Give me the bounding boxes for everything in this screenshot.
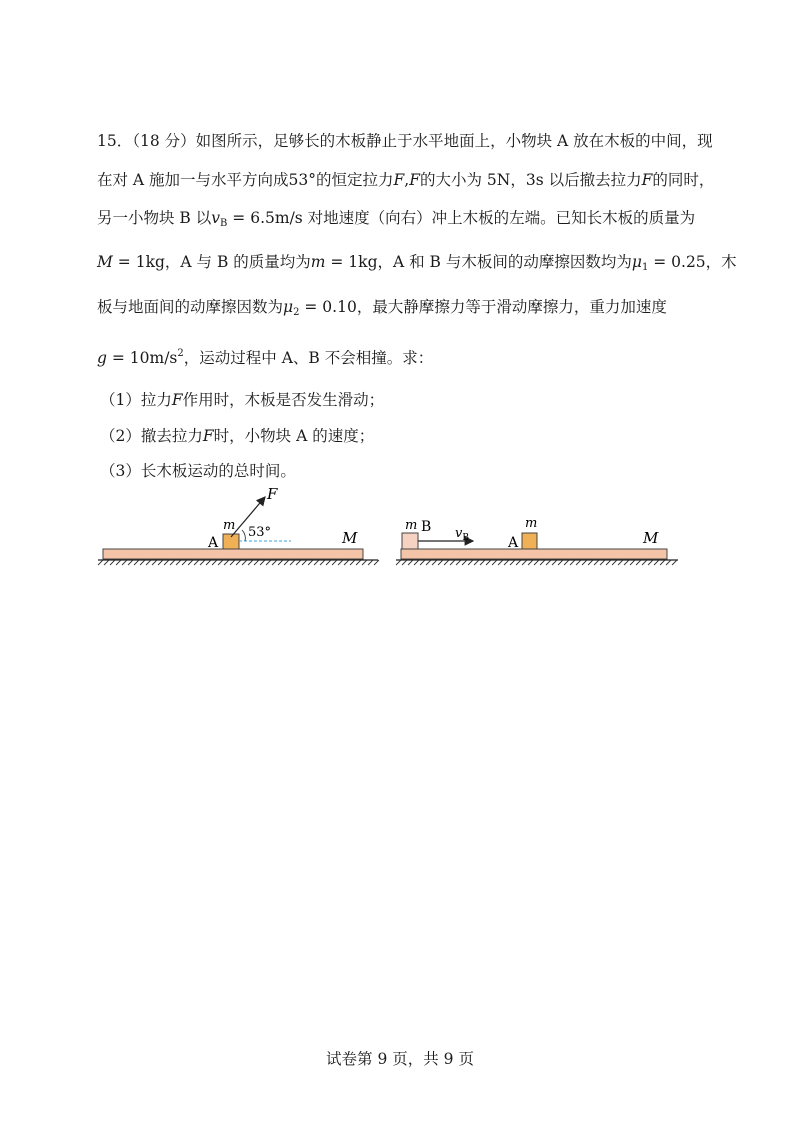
hatch-stroke xyxy=(396,560,401,565)
hatch-stroke xyxy=(98,560,103,565)
board-mass-label: M xyxy=(643,529,659,547)
hatch-stroke xyxy=(308,560,313,565)
hatch-stroke xyxy=(194,560,199,565)
question-text: 作用时，木板是否发生滑动； xyxy=(182,391,385,409)
hatch-stroke xyxy=(606,560,611,565)
hatch-stroke xyxy=(254,560,259,565)
hatch-stroke xyxy=(182,560,187,565)
hatch-stroke xyxy=(558,560,563,565)
problem-line-1 xyxy=(97,131,713,151)
problem-line-2 xyxy=(97,170,714,190)
hatch-stroke xyxy=(582,560,587,565)
problem-line-3 xyxy=(97,208,695,234)
problem-line-5 xyxy=(97,297,667,323)
problem-text: 另一小物块 B 以 xyxy=(97,209,212,227)
hatch-stroke xyxy=(600,560,605,565)
hatch-stroke xyxy=(314,560,319,565)
hatch-stroke xyxy=(474,560,479,565)
hatch-stroke xyxy=(140,560,145,565)
problem-text: = 0.25，木 xyxy=(648,253,737,271)
hatch-stroke xyxy=(534,560,539,565)
hatch-stroke xyxy=(660,560,665,565)
hatch-stroke xyxy=(110,560,115,565)
hatch-stroke xyxy=(104,560,109,565)
hatch-stroke xyxy=(498,560,503,565)
var-F: F xyxy=(171,391,183,409)
var-F: F xyxy=(641,171,653,189)
question-text: （2）撤去拉力 xyxy=(100,427,203,445)
hatch-stroke xyxy=(164,560,169,565)
velocity-label: $v_B$ xyxy=(455,526,469,543)
hatch-stroke xyxy=(344,560,349,565)
hatch-stroke xyxy=(266,560,271,565)
problem-text: = 10m/s xyxy=(106,349,178,367)
hatch-stroke xyxy=(230,560,235,565)
hatch-stroke xyxy=(426,560,431,565)
hatch-stroke xyxy=(260,560,265,565)
hatch-stroke xyxy=(284,560,289,565)
hatch-stroke xyxy=(338,560,343,565)
hatch-stroke xyxy=(242,560,247,565)
hatch-stroke xyxy=(170,560,175,565)
hatch-stroke xyxy=(522,560,527,565)
block-a xyxy=(522,533,537,549)
hatch-stroke xyxy=(176,560,181,565)
hatch-stroke xyxy=(134,560,139,565)
hatch-stroke xyxy=(588,560,593,565)
var-v: v xyxy=(211,209,221,227)
hatch-stroke xyxy=(648,560,653,565)
block-a-label: A xyxy=(208,535,219,551)
hatch-stroke xyxy=(618,560,623,565)
var-g: g xyxy=(97,349,107,367)
page-footer: 试卷第 9 页，共 9 页 xyxy=(326,1050,474,1068)
hatch-stroke xyxy=(302,560,307,565)
hatch-stroke xyxy=(456,560,461,565)
board xyxy=(103,549,363,559)
hatch-stroke xyxy=(290,560,295,565)
hatch-stroke xyxy=(408,560,413,565)
question-2 xyxy=(100,424,374,446)
hatch-stroke xyxy=(624,560,629,565)
var-F: F xyxy=(202,427,214,445)
hatch-stroke xyxy=(672,560,677,565)
problem-text: 的同时， xyxy=(652,171,715,189)
board xyxy=(401,549,667,559)
hatch-stroke xyxy=(450,560,455,565)
hatch-stroke xyxy=(612,560,617,565)
problem-text: ，运动过程中 A、B 不会相撞。求： xyxy=(183,349,434,367)
block-b xyxy=(402,533,418,549)
problem-line-6 xyxy=(97,344,433,368)
question-text: （3）长木板运动的总时间。 xyxy=(100,462,296,480)
hatch-stroke xyxy=(152,560,157,565)
problem-text: = 0.10，最大静摩擦力等于滑动摩擦力，重力加速度 xyxy=(299,298,667,316)
hatch-stroke xyxy=(540,560,545,565)
hatch-stroke xyxy=(510,560,515,565)
var-mu: μ xyxy=(631,253,642,271)
hatch-stroke xyxy=(516,560,521,565)
hatch-stroke xyxy=(320,560,325,565)
hatch-stroke xyxy=(480,560,485,565)
figure-2 xyxy=(393,485,683,567)
ground-hatch xyxy=(396,560,677,565)
problem-text: 板与地面间的动摩擦因数为 xyxy=(97,298,284,316)
hatch-stroke xyxy=(236,560,241,565)
ground-hatch xyxy=(98,560,379,565)
mass-b-label: m xyxy=(405,518,418,533)
problem-text: 在对 A 施加一与水平方向成53°的恒定拉力 xyxy=(97,171,394,189)
hatch-stroke xyxy=(206,560,211,565)
hatch-stroke xyxy=(420,560,425,565)
question-text: 时，小物块 A 的速度； xyxy=(213,427,375,445)
subscript: B xyxy=(220,218,228,229)
hatch-stroke xyxy=(576,560,581,565)
hatch-stroke xyxy=(642,560,647,565)
force-label: F xyxy=(267,485,278,503)
hatch-stroke xyxy=(128,560,133,565)
mass-a-label: m xyxy=(525,516,538,531)
hatch-stroke xyxy=(272,560,277,565)
hatch-stroke xyxy=(158,560,163,565)
hatch-stroke xyxy=(546,560,551,565)
hatch-stroke xyxy=(296,560,301,565)
block-a-label: A xyxy=(508,535,519,551)
hatch-stroke xyxy=(146,560,151,565)
hatch-stroke xyxy=(432,560,437,565)
question-1 xyxy=(100,388,384,410)
question-3 xyxy=(100,459,296,481)
hatch-stroke xyxy=(504,560,509,565)
hatch-stroke xyxy=(362,560,367,565)
hatch-stroke xyxy=(666,560,671,565)
hatch-stroke xyxy=(486,560,491,565)
board-mass-label: M xyxy=(342,529,358,547)
hatch-stroke xyxy=(326,560,331,565)
subscript: 1 xyxy=(641,262,649,273)
hatch-stroke xyxy=(594,560,599,565)
var-F: F xyxy=(409,171,420,189)
angle-arc xyxy=(242,530,245,541)
hatch-stroke xyxy=(374,560,379,565)
hatch-stroke xyxy=(414,560,419,565)
hatch-stroke xyxy=(350,560,355,565)
hatch-stroke xyxy=(248,560,253,565)
angle-label: 53° xyxy=(248,525,272,540)
hatch-stroke xyxy=(188,560,193,565)
var-m: m xyxy=(310,253,326,271)
var-mu: μ xyxy=(283,298,294,316)
hatch-stroke xyxy=(200,560,205,565)
hatch-stroke xyxy=(402,560,407,565)
hatch-stroke xyxy=(438,560,443,565)
hatch-stroke xyxy=(654,560,659,565)
problem-text: = 1kg，A 和 B 与木板间的动摩擦因数均为 xyxy=(325,253,632,271)
var-F: F xyxy=(393,171,405,189)
hatch-stroke xyxy=(224,560,229,565)
var-M: M xyxy=(97,253,113,271)
hatch-stroke xyxy=(122,560,127,565)
hatch-stroke xyxy=(116,560,121,565)
hatch-stroke xyxy=(564,560,569,565)
problem-text: 的大小为 5N，3s 以后撤去拉力 xyxy=(420,171,642,189)
problem-text: = 6.5m/s 对地速度（向右）冲上木板的左端。已知长木板的质量为 xyxy=(227,209,696,227)
problem-text: = 1kg，A 与 B 的质量均为 xyxy=(112,253,311,271)
hatch-stroke xyxy=(356,560,361,565)
mass-label: m xyxy=(223,518,236,533)
question-text: （1）拉力 xyxy=(100,391,172,409)
hatch-stroke xyxy=(552,560,557,565)
hatch-stroke xyxy=(212,560,217,565)
superscript: 2 xyxy=(177,348,184,359)
figure-1 xyxy=(95,485,380,567)
hatch-stroke xyxy=(444,560,449,565)
block-b-label: B xyxy=(421,519,432,535)
hatch-stroke xyxy=(278,560,283,565)
subscript: 2 xyxy=(293,307,300,318)
hatch-stroke xyxy=(630,560,635,565)
hatch-stroke xyxy=(528,560,533,565)
hatch-stroke xyxy=(468,560,473,565)
hatch-stroke xyxy=(492,560,497,565)
hatch-stroke xyxy=(570,560,575,565)
hatch-stroke xyxy=(218,560,223,565)
hatch-stroke xyxy=(636,560,641,565)
hatch-stroke xyxy=(332,560,337,565)
hatch-stroke xyxy=(368,560,373,565)
hatch-stroke xyxy=(462,560,467,565)
problem-line-4 xyxy=(97,252,737,278)
problem-text: 15．（18 分）如图所示，足够长的木板静止于水平地面上，小物块 A 放在木板的中间，现 xyxy=(97,132,713,150)
problem-text: , xyxy=(404,171,410,189)
